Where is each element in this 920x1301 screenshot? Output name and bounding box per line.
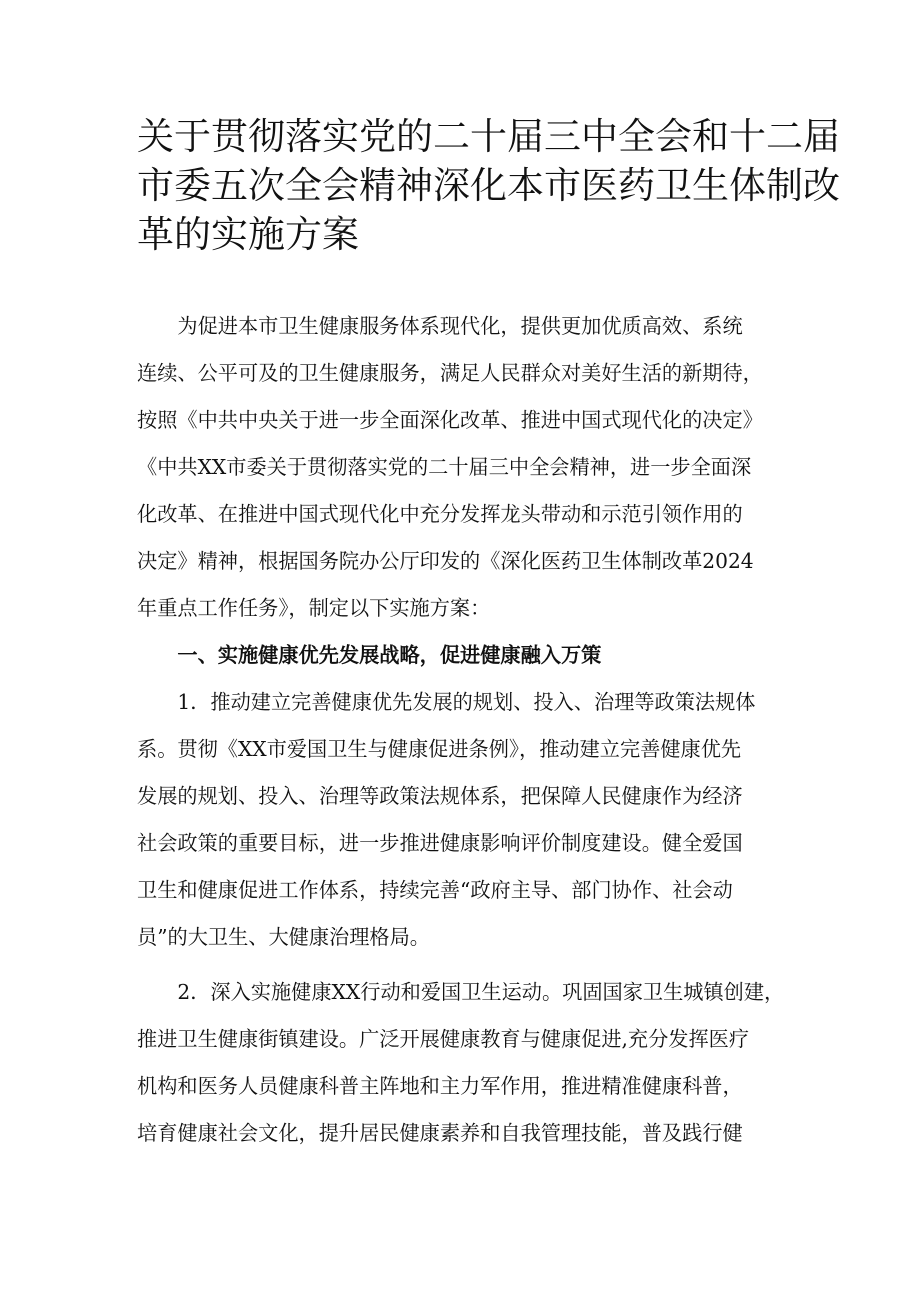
text-line: 化改革、在推进中国式现代化中充分发挥龙头带动和示范引领作用的 bbox=[137, 502, 743, 526]
text-line: 推进卫生健康街镇建设。广泛开展健康教育与健康促进,充分发挥医疗 bbox=[137, 1027, 750, 1051]
heading-text: 一、实施健康优先发展战略，促进健康融入万策 bbox=[137, 643, 602, 667]
title-line: 革的实施方案 bbox=[137, 213, 359, 256]
text-line: 发展的规划、投入、治理等政策法规体系，把保障人民健康作为经济 bbox=[137, 784, 743, 808]
text-line: 年重点工作任务》，制定以下实施方案： bbox=[137, 596, 491, 620]
intro-paragraph bbox=[137, 306, 797, 635]
item-2-paragraph bbox=[137, 972, 797, 1160]
text-line: 按照《中共中央关于进一步全面深化改革、推进中国式现代化的决定》 bbox=[137, 408, 763, 432]
text-line: 卫生和健康促进工作体系，持续完善“政府主导、部门协作、社会动 bbox=[137, 878, 733, 902]
section-heading bbox=[137, 635, 797, 682]
text-line: 培育健康社会文化，提升居民健康素养和自我管理技能，普及践行健 bbox=[137, 1121, 743, 1145]
text-line: 社会政策的重要目标，进一步推进健康影响评价制度建设。健全爱国 bbox=[137, 831, 743, 855]
text-line: 机构和医务人员健康科普主阵地和主力军作用，推进精准健康科普， bbox=[137, 1074, 743, 1098]
text-line: 系。贯彻《XX市爱国卫生与健康促进条例》，推动建立完善健康优先 bbox=[137, 737, 742, 761]
text-line: 连续、公平可及的卫生健康服务，满足人民群众对美好生活的新期待， bbox=[137, 361, 763, 385]
document-body bbox=[137, 306, 797, 1160]
text-line: 员”的大卫生、大健康治理格局。 bbox=[137, 925, 430, 949]
text-line: 决定》精神，根据国务院办公厅印发的《深化医药卫生体制改革2024 bbox=[137, 549, 754, 573]
title-line: 关于贯彻落实党的二十届三中全会和十二届 bbox=[137, 115, 840, 158]
text-line: 《中共XX市委关于贯彻落实党的二十届三中全会精神，进一步全面深 bbox=[137, 455, 752, 479]
item-1-paragraph bbox=[137, 682, 797, 964]
document-title bbox=[137, 112, 840, 259]
paragraph-gap bbox=[137, 964, 797, 972]
text-line: 为促进本市卫生健康服务体系现代化，提供更加优质高效、系统 bbox=[137, 314, 743, 338]
text-line: 2．深入实施健康XX行动和爱国卫生运动。巩固国家卫生城镇创建， bbox=[137, 980, 785, 1004]
title-line: 市委五次全会精神深化本市医药卫生体制改 bbox=[137, 164, 840, 207]
text-line: 1．推动建立完善健康优先发展的规划、投入、治理等政策法规体 bbox=[137, 690, 756, 714]
